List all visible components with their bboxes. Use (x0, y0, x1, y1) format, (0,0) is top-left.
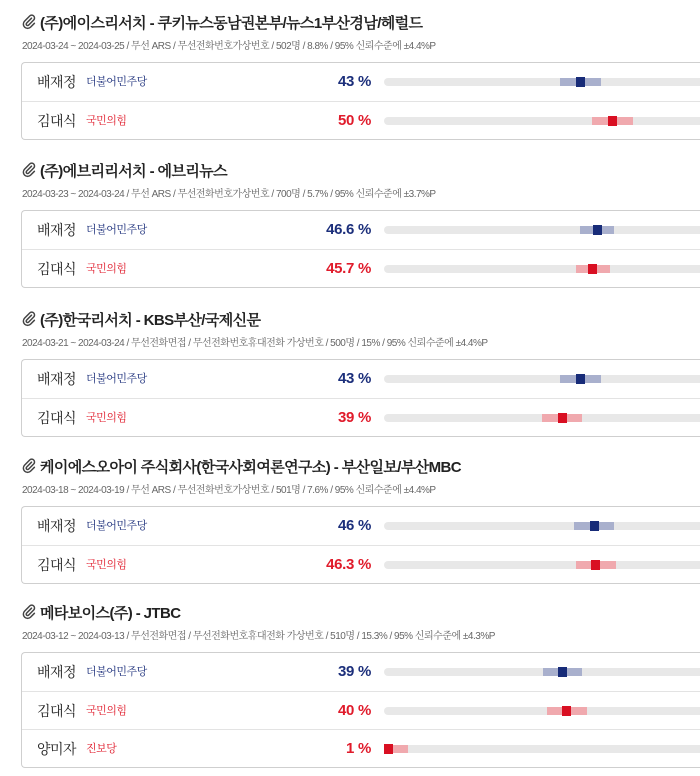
candidate-name: 김대식 (37, 557, 77, 573)
poll-meta: 2024-03-12 ~ 2024-03-13 / 무선전화면접 / 무선전화번호휴대전화 가상번호 / 510명 / 15.3% / 95% 신뢰수준에 ±4.3%P (22, 631, 495, 642)
poll-title: 메타보이스(주) - JTBC (40, 604, 181, 622)
support-point-marker (593, 225, 602, 235)
candidate-percent: 46 % (338, 517, 371, 534)
candidate-row (22, 691, 700, 729)
candidate-row (22, 729, 700, 767)
candidate-name: 김대식 (37, 261, 77, 277)
candidate-row (22, 360, 700, 398)
support-bar-track (384, 522, 700, 530)
paperclip-icon (22, 458, 36, 474)
candidate-party: 더불어민주당 (86, 373, 147, 385)
candidate-party: 더불어민주당 (86, 76, 147, 88)
poll-title-row[interactable] (22, 602, 180, 622)
poll-title-row[interactable] (22, 12, 422, 32)
candidate-percent: 39 % (338, 409, 371, 426)
candidate-row (22, 545, 700, 583)
candidate-name: 배재정 (37, 222, 77, 238)
candidate-name: 양미자 (37, 741, 77, 757)
poll-title: (주)한국리서치 - KBS부산/국제신문 (40, 311, 261, 329)
candidate-party: 진보당 (86, 743, 117, 755)
candidate-party: 국민의힘 (86, 115, 127, 127)
poll-title: 케이에스오아이 주식회사(한국사회여론연구소) - 부산일보/부산MBC (40, 458, 461, 476)
candidate-percent: 1 % (346, 740, 371, 757)
poll-title-row[interactable] (22, 456, 461, 476)
support-bar-track (384, 745, 700, 753)
poll-title-row[interactable] (22, 309, 260, 329)
support-point-marker (576, 77, 585, 87)
support-bar-track (384, 375, 700, 383)
support-point-marker (608, 116, 617, 126)
paperclip-icon (22, 14, 36, 30)
poll-results (21, 359, 700, 437)
support-bar-track (384, 78, 700, 86)
paperclip-icon (22, 311, 36, 327)
support-point-marker (558, 667, 567, 677)
candidate-row (22, 63, 700, 101)
support-bar-track (384, 226, 700, 234)
candidate-percent: 40 % (338, 702, 371, 719)
support-point-marker (590, 521, 599, 531)
paperclip-icon (22, 162, 36, 178)
poll-results (21, 62, 700, 140)
support-point-marker (591, 560, 600, 570)
candidate-percent: 43 % (338, 370, 371, 387)
candidate-name: 김대식 (37, 703, 77, 719)
candidate-percent: 43 % (338, 73, 371, 90)
candidate-name: 김대식 (37, 410, 77, 426)
candidate-row (22, 653, 700, 691)
candidate-row (22, 398, 700, 436)
poll-results (21, 506, 700, 584)
candidate-name: 김대식 (37, 113, 77, 129)
candidate-percent: 45.7 % (326, 260, 371, 277)
candidate-percent: 39 % (338, 663, 371, 680)
candidate-party: 국민의힘 (86, 559, 127, 571)
candidate-party: 더불어민주당 (86, 666, 147, 678)
poll-meta: 2024-03-23 ~ 2024-03-24 / 무선 ARS / 무선전화번호가상번호 / 700명 / 5.7% / 95% 신뢰수준에 ±3.7%P (22, 189, 436, 200)
support-point-marker (562, 706, 571, 716)
support-point-marker (576, 374, 585, 384)
support-point-marker (558, 413, 567, 423)
poll-meta: 2024-03-24 ~ 2024-03-25 / 무선 ARS / 무선전화번호가상번호 / 502명 / 8.8% / 95% 신뢰수준에 ±4.4%P (22, 41, 436, 52)
candidate-percent: 46.3 % (326, 556, 371, 573)
support-bar-track (384, 668, 700, 676)
support-bar-track (384, 265, 700, 273)
poll-meta: 2024-03-18 ~ 2024-03-19 / 무선 ARS / 무선전화번호가상번호 / 501명 / 7.6% / 95% 신뢰수준에 ±4.4%P (22, 485, 436, 496)
poll-title: (주)에이스리서치 - 쿠키뉴스동남권본부/뉴스1부산경남/헤럴드 (40, 14, 423, 32)
candidate-party: 국민의힘 (86, 705, 127, 717)
candidate-name: 배재정 (37, 74, 77, 90)
candidate-row (22, 249, 700, 287)
candidate-party: 더불어민주당 (86, 224, 147, 236)
poll-results (21, 210, 700, 288)
support-bar-track (384, 561, 700, 569)
support-bar-track (384, 117, 700, 125)
candidate-percent: 50 % (338, 112, 371, 129)
candidate-name: 배재정 (37, 664, 77, 680)
candidate-name: 배재정 (37, 371, 77, 387)
candidate-party: 더불어민주당 (86, 520, 147, 532)
candidate-name: 배재정 (37, 518, 77, 534)
candidate-row (22, 211, 700, 249)
candidate-party: 국민의힘 (86, 263, 127, 275)
support-point-marker (588, 264, 597, 274)
candidate-percent: 46.6 % (326, 221, 371, 238)
support-bar-track (384, 707, 700, 715)
paperclip-icon (22, 604, 36, 620)
support-point-marker (384, 744, 393, 754)
poll-title: (주)에브리리서치 - 에브리뉴스 (40, 162, 228, 180)
poll-meta: 2024-03-21 ~ 2024-03-24 / 무선전화면접 / 무선전화번호휴대전화 가상번호 / 500명 / 15% / 95% 신뢰수준에 ±4.4%P (22, 338, 488, 349)
candidate-row (22, 507, 700, 545)
poll-title-row[interactable] (22, 160, 227, 180)
poll-results (21, 652, 700, 768)
candidate-row (22, 101, 700, 139)
candidate-party: 국민의힘 (86, 412, 127, 424)
support-bar-track (384, 414, 700, 422)
